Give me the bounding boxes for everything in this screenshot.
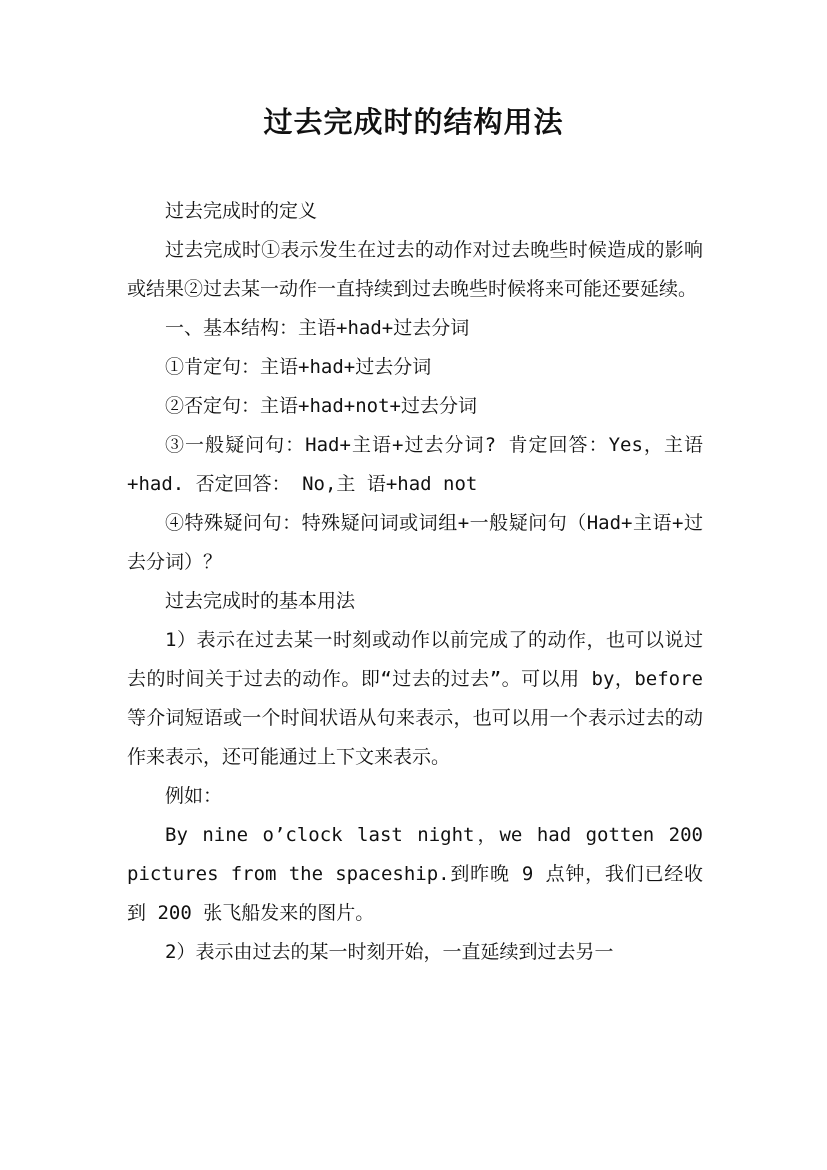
- paragraph-usage-1: 1）表示在过去某一时刻或动作以前完成了的动作，也可以说过去的时间关于过去的动作。即“过去的过去”。可以用 by，before 等介词短语或一个时间状语从句来表示，也可以用一个表示过去的动作来表示，还可能通过上下文来表示。: [127, 629, 703, 768]
- paragraph-general-question: ③一般疑问句：Had+主语+过去分词? 肯定回答：Yes，主语+had. 否定回答： No,主 语+had not: [127, 434, 703, 495]
- paragraph-special-question: ④特殊疑问句：特殊疑问词或词组+一般疑问句（Had+主语+过去分词）？: [127, 512, 703, 573]
- document-body: [127, 192, 703, 972]
- paragraph-example-label: 例如：: [165, 785, 223, 807]
- paragraph-definition: 过去完成时①表示发生在过去的动作对过去晚些时候造成的影响或结果②过去某一动作一直持续到过去晚些时候将来可能还要延续。: [127, 239, 703, 300]
- paragraph-usage-heading: 过去完成时的基本用法: [165, 590, 356, 612]
- paragraph-negative: ②否定句：主语+had+not+过去分词: [165, 395, 477, 417]
- paragraph-basic-structure: 一、基本结构：主语+had+过去分词: [165, 317, 470, 339]
- paragraph-example: By nine o’clock last night，we had gotten 200 pictures from the spaceship.到昨晚 9 点钟，我们已经收到 200 张飞船发来的图片。: [127, 824, 703, 924]
- document-title: 过去完成时的结构用法: [263, 105, 564, 139]
- paragraph-usage-2: 2）表示由过去的某一时刻开始，一直延续到过去另一: [165, 941, 614, 963]
- paragraph-definition-heading: 过去完成时的定义: [165, 200, 318, 222]
- paragraph-affirmative: ①肯定句：主语+had+过去分词: [165, 356, 432, 378]
